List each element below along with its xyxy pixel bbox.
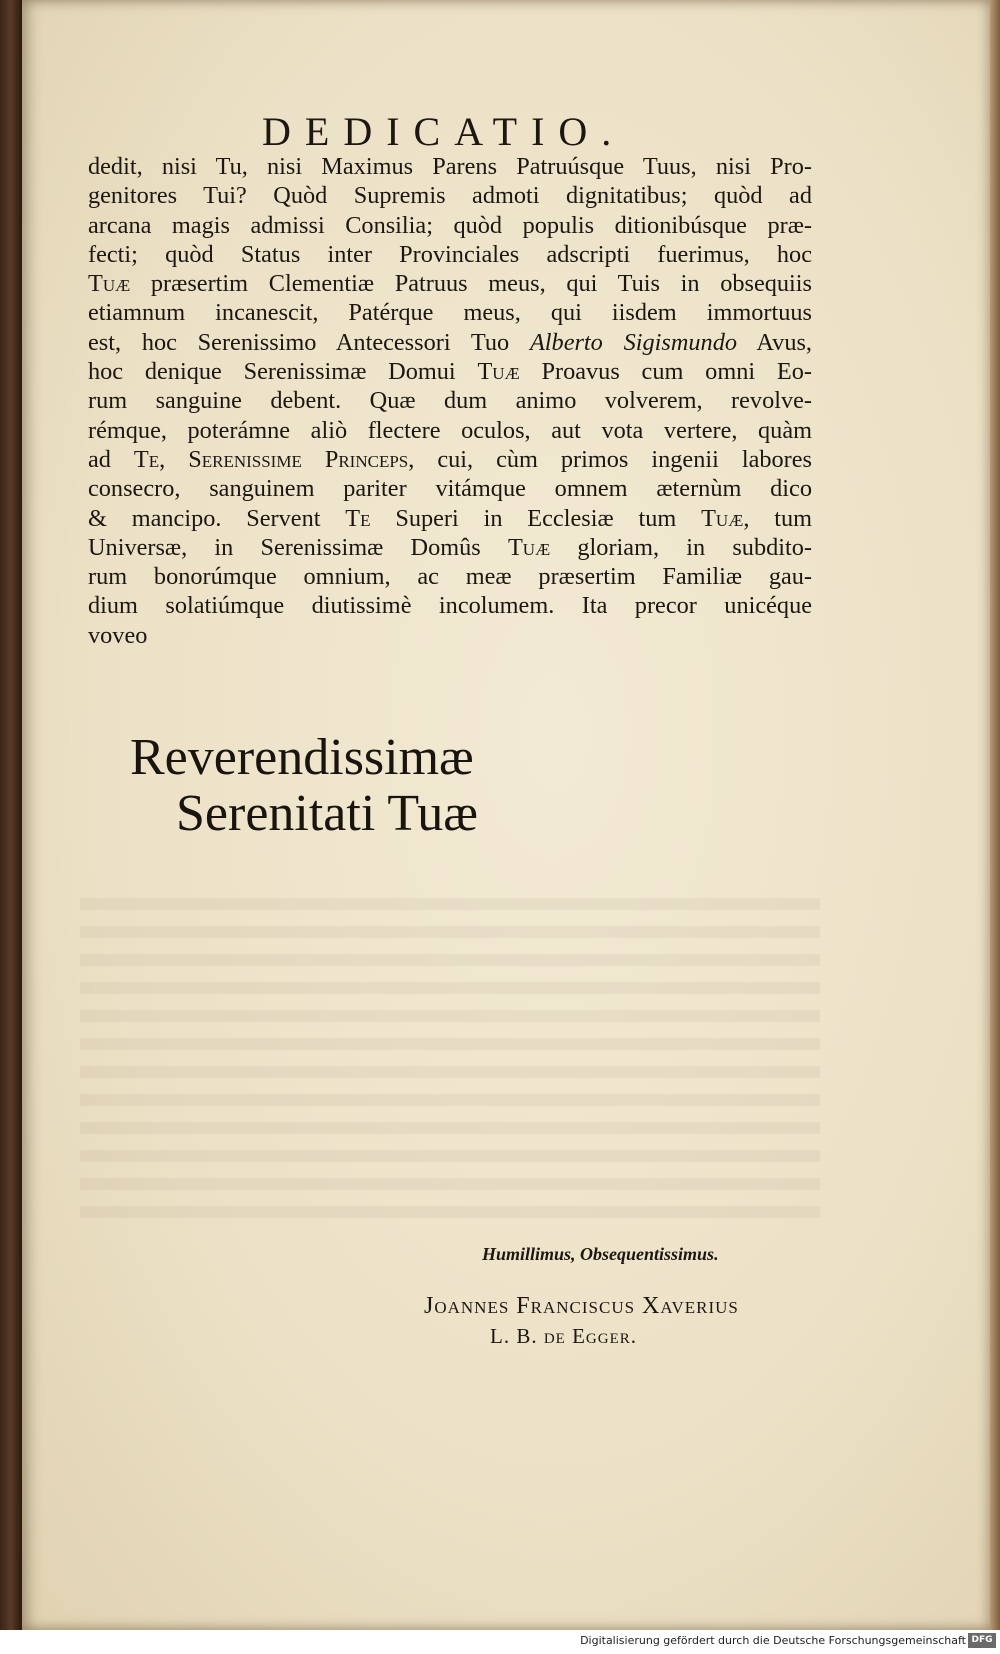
text-run: Alberto Sigismundo: [529, 328, 737, 356]
text-line: [88, 386, 812, 415]
text-run: Tuæ: [701, 504, 744, 532]
text-run: hoc denique Serenissimæ Domui: [88, 358, 478, 386]
text-run: arcana magis admissi Consilia; quòd populis ditionibúsque præ-: [88, 211, 812, 239]
signoff-text: Humillimus, Obsequentissimus.: [482, 1244, 719, 1264]
text-line: [88, 357, 812, 386]
text-run: Superi in Ecclesiæ tum: [370, 504, 702, 532]
closing-line-1: Reverendissimæ: [130, 729, 474, 786]
text-line: [88, 533, 812, 562]
page-heading: DEDICATIO.: [262, 109, 626, 154]
text-run: fecti; quòd Status inter Provinciales adscripti fuerimus, hoc: [88, 240, 812, 268]
text-line: [88, 240, 812, 269]
text-line: [88, 328, 812, 357]
dedication-body: [88, 152, 812, 650]
text-line: [88, 416, 812, 445]
signature-title: L. B. de Egger.: [490, 1324, 637, 1348]
text-run: Universæ, in Serenissimæ Domûs: [88, 533, 508, 561]
text-run: voveo: [88, 621, 148, 649]
text-run: , cui, cùm primos ingenii labores: [408, 445, 812, 473]
text-run: ad: [88, 445, 134, 473]
footer-credit: Digitalisierung gefördert durch die Deutsche Forschungsgemeinschaft: [580, 1634, 966, 1647]
closing-line-2: Serenitati Tuæ: [176, 785, 478, 842]
text-run: etiamnum incanescit, Patérque meus, qui iisdem immortuus: [88, 299, 812, 327]
page-edge: [990, 0, 1000, 1630]
text-line: [88, 591, 812, 620]
text-run: , tum: [743, 504, 813, 532]
text-run: Avus,: [737, 328, 812, 356]
text-line: [88, 621, 812, 650]
text-run: Te: [133, 445, 160, 473]
text-line: [88, 181, 812, 210]
text-run: Te: [345, 504, 371, 532]
text-run: Tuæ: [507, 533, 551, 561]
text-line: [88, 211, 812, 240]
book-spine: [0, 0, 22, 1654]
text-run: Tuæ: [88, 270, 131, 298]
text-line: [88, 562, 812, 591]
text-line: [88, 298, 812, 327]
text-run: ,: [159, 445, 189, 473]
text-line: [88, 474, 812, 503]
text-line: [88, 152, 812, 181]
text-run: Proavus cum omni Eo-: [519, 358, 812, 386]
text-run: rum bonorúmque omnium, ac meæ præsertim Familiæ gau-: [88, 563, 812, 591]
text-run: gloriam, in subdito-: [550, 533, 812, 561]
dfg-logo-icon: DFG: [968, 1633, 996, 1648]
text-run: rum sanguine debent. Quæ dum animo volverem, revolve-: [88, 387, 812, 415]
text-run: & mancipo. Servent: [88, 504, 346, 532]
signature-name: Joannes Franciscus Xaverius: [424, 1293, 739, 1319]
bleed-through-texture: [80, 898, 820, 1218]
text-run: genitores Tui? Quòd Supremis admoti dignitatibus; quòd ad: [88, 182, 812, 210]
text-line: [88, 504, 812, 533]
text-run: Serenissime Princeps: [188, 445, 409, 473]
text-run: præsertim Clementiæ Patruus meus, qui Tuis in obsequiis: [130, 270, 812, 298]
text-run: est, hoc Serenissimo Antecessori Tuo: [88, 328, 530, 356]
text-run: dium solatiúmque diutissimè incolumem. Ita precor unicéque: [88, 592, 812, 620]
text-run: rémque, poterámne aliò flectere oculos, aut vota vertere, quàm: [88, 416, 812, 444]
closing-salutation: [130, 730, 478, 842]
text-run: consecro, sanguinem pariter vitámque omnem æternùm dico: [88, 475, 812, 503]
text-line: [88, 445, 812, 474]
text-run: Tuæ: [477, 358, 520, 386]
text-line: [88, 269, 812, 298]
text-run: dedit, nisi Tu, nisi Maximus Parens Patruúsque Tuus, nisi Pro-: [88, 153, 812, 180]
